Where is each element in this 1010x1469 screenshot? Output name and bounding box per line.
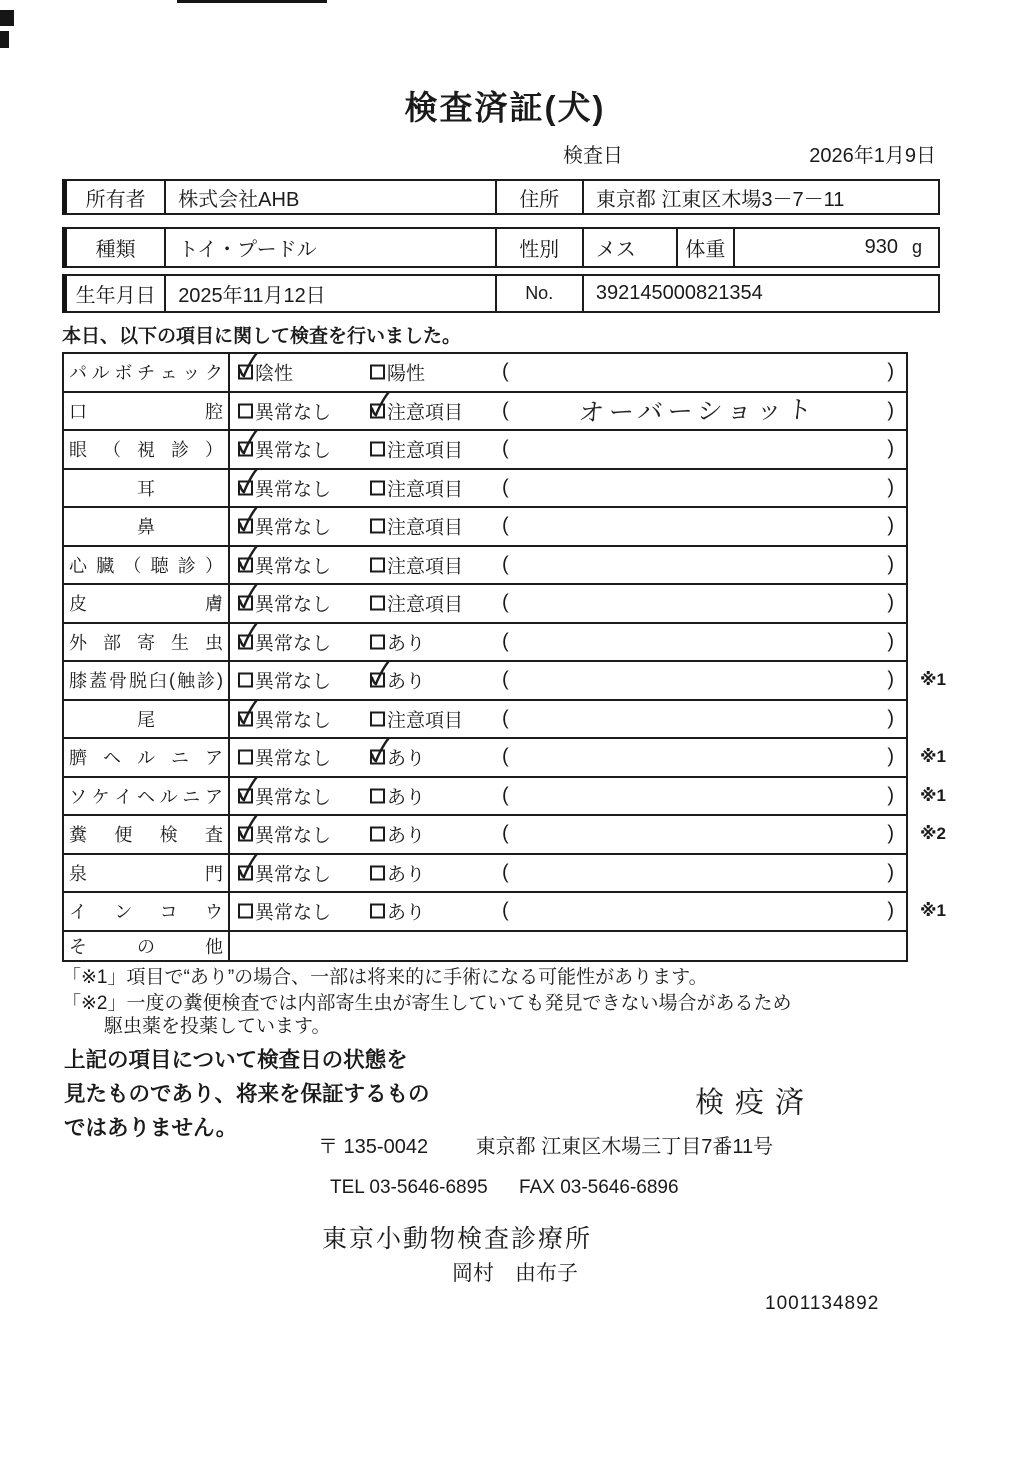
checkbox-checked-icon bbox=[238, 365, 253, 380]
handwritten-entry: オーバーショット bbox=[577, 395, 819, 427]
exam-row-content bbox=[230, 855, 906, 892]
exam-option-text: あり bbox=[387, 864, 426, 886]
inspection-date-value: 2026年1月9日 bbox=[809, 145, 936, 167]
exam-row-content bbox=[230, 739, 946, 776]
checkbox-checked-icon bbox=[238, 480, 253, 495]
exam-option bbox=[238, 667, 331, 694]
footnote-mark: ※1 bbox=[920, 785, 946, 805]
birth-table bbox=[62, 274, 940, 313]
breed-value: トイ・プードル bbox=[166, 229, 496, 266]
exam-item-label: 耳 bbox=[64, 470, 230, 507]
exam-option-text: 異常なし bbox=[255, 556, 332, 578]
exam-option-text: 注意項目 bbox=[387, 479, 464, 501]
exam-option bbox=[238, 397, 331, 424]
paren-open: ( bbox=[502, 784, 509, 807]
exam-row bbox=[64, 508, 906, 547]
exam-row bbox=[64, 624, 906, 663]
exam-option bbox=[238, 590, 331, 617]
breed-table bbox=[62, 227, 940, 268]
exam-option-text: 異常なし bbox=[255, 748, 332, 770]
exam-option bbox=[238, 859, 331, 886]
exam-row-content bbox=[230, 470, 906, 507]
exam-row-content bbox=[230, 778, 946, 815]
exam-option bbox=[238, 782, 331, 809]
exam-option-text: 注意項目 bbox=[387, 517, 464, 539]
paren-open: ( bbox=[502, 822, 509, 845]
checkbox-icon bbox=[238, 673, 253, 688]
weight-value: 930 bbox=[864, 236, 898, 258]
exam-row bbox=[64, 893, 946, 932]
exam-item-label: 臍 ヘ ル ニ ア bbox=[64, 739, 230, 776]
paren-close: ) bbox=[887, 399, 894, 422]
exam-item-label: イ ン コ ウ bbox=[64, 893, 230, 930]
paren-close: ) bbox=[887, 514, 894, 537]
exam-item-label: 泉 門 bbox=[64, 855, 230, 892]
exam-option bbox=[370, 513, 463, 540]
exam-item-label: パ ル ボ チ ェ ッ ク bbox=[64, 354, 230, 391]
birth-value: 2025年11月12日 bbox=[166, 276, 496, 311]
handwritten-checkmark-icon bbox=[235, 698, 261, 730]
exam-item-label: 眼 （ 視 診 ） bbox=[64, 431, 230, 468]
clinic-contact-line bbox=[330, 1177, 679, 1199]
exam-option bbox=[370, 705, 463, 732]
exam-option-text: あり bbox=[387, 825, 426, 847]
exam-option bbox=[370, 667, 425, 694]
paren-open: ( bbox=[502, 553, 509, 576]
breed-label: 種類 bbox=[67, 229, 166, 266]
exam-option bbox=[370, 782, 425, 809]
address-label: 住所 bbox=[497, 181, 584, 213]
exam-option bbox=[238, 821, 331, 848]
clinic-address: 東京都 江東区木場三丁目7番11号 bbox=[475, 1136, 774, 1158]
clinic-fax: FAX 03-5646-6896 bbox=[519, 1177, 679, 1198]
paren-open: ( bbox=[502, 437, 509, 460]
exam-option bbox=[238, 436, 331, 463]
paren-close: ) bbox=[887, 630, 894, 653]
exam-item-label: 皮 膚 bbox=[64, 585, 230, 622]
disclaimer-line: ではありません。 bbox=[64, 1116, 238, 1140]
no-label: No. bbox=[497, 276, 584, 311]
exam-option-text: あり bbox=[387, 633, 426, 655]
veterinarian-name: 岡村 由布子 bbox=[452, 1262, 578, 1285]
weight-unit: g bbox=[911, 237, 922, 257]
paren-open: ( bbox=[502, 707, 509, 730]
handwritten-checkmark-icon bbox=[235, 352, 261, 384]
owner-table bbox=[62, 179, 940, 215]
checkbox-icon bbox=[370, 865, 385, 880]
serial-number: 1001134892 bbox=[765, 1293, 880, 1314]
paren-open: ( bbox=[502, 861, 509, 884]
exam-option-text: 異常なし bbox=[255, 787, 332, 809]
paren-open: ( bbox=[502, 514, 509, 537]
scan-artifact bbox=[0, 31, 9, 48]
exam-option-text: 注意項目 bbox=[387, 710, 464, 732]
exam-item-label: 糞 便 検 査 bbox=[64, 816, 230, 853]
clinic-name: 東京小動物検査診療所 bbox=[322, 1225, 593, 1253]
exam-row bbox=[64, 662, 946, 701]
paren-close: ) bbox=[887, 360, 894, 383]
exam-option bbox=[370, 474, 463, 501]
exam-row-content bbox=[230, 585, 906, 622]
clinic-address-line bbox=[318, 1130, 773, 1159]
exam-row bbox=[64, 470, 906, 509]
exam-option bbox=[238, 628, 331, 655]
paren-close: ) bbox=[887, 553, 894, 576]
footnote-mark: ※1 bbox=[920, 747, 946, 767]
paren-open: ( bbox=[502, 668, 509, 691]
disclaimer-line: 見たものであり、将来を保証するもの bbox=[64, 1082, 430, 1106]
exam-option bbox=[238, 359, 293, 386]
handwritten-checkmark-icon bbox=[235, 467, 261, 499]
note-1: 「※1」項目で“あり”の場合、一部は将来的に手術になる可能性があります。 bbox=[62, 967, 708, 988]
handwritten-checkmark-icon bbox=[235, 506, 261, 538]
checkbox-icon bbox=[370, 480, 385, 495]
paren-close: ) bbox=[887, 476, 894, 499]
exam-option-text: 異常なし bbox=[255, 671, 332, 693]
paren-close: ) bbox=[887, 861, 894, 884]
exam-row bbox=[64, 701, 906, 740]
paren-close: ) bbox=[887, 668, 894, 691]
intro-text: 本日、以下の項目に関して検査を行いました。 bbox=[62, 326, 462, 347]
checkbox-icon bbox=[370, 442, 385, 457]
exam-option-text: 異常なし bbox=[255, 440, 332, 462]
exam-option-text: 異常なし bbox=[255, 402, 332, 424]
exam-row-content bbox=[230, 816, 946, 853]
paren-close: ) bbox=[887, 822, 894, 845]
quarantine-stamp: 検疫済 bbox=[695, 1087, 816, 1119]
handwritten-checkmark-icon bbox=[367, 737, 393, 769]
exam-option bbox=[370, 859, 425, 886]
exam-row-content bbox=[230, 932, 906, 960]
exam-option bbox=[370, 397, 463, 424]
exam-row-content bbox=[230, 624, 906, 661]
exam-option bbox=[370, 821, 425, 848]
checkbox-checked-icon bbox=[238, 442, 253, 457]
exam-option bbox=[238, 474, 331, 501]
scan-artifact bbox=[177, 0, 327, 3]
exam-option bbox=[370, 551, 463, 578]
checkbox-checked-icon bbox=[370, 403, 385, 418]
exam-option bbox=[370, 590, 463, 617]
exam-item-label: 鼻 bbox=[64, 508, 230, 545]
footnote-mark: ※2 bbox=[920, 824, 946, 844]
exam-row-content bbox=[230, 508, 906, 545]
exam-option-text: 異常なし bbox=[255, 479, 332, 501]
exam-row-content bbox=[230, 354, 906, 391]
handwritten-checkmark-icon bbox=[235, 852, 261, 884]
exam-option bbox=[238, 551, 331, 578]
exam-option bbox=[370, 436, 463, 463]
postal-code: 〒 135-0042 bbox=[318, 1136, 429, 1158]
scan-artifact bbox=[0, 10, 14, 26]
checkbox-icon bbox=[370, 711, 385, 726]
checkbox-checked-icon bbox=[238, 827, 253, 842]
checkbox-icon bbox=[370, 634, 385, 649]
paren-open: ( bbox=[502, 591, 509, 614]
exam-row-content bbox=[230, 547, 906, 584]
exam-row bbox=[64, 354, 906, 393]
checkbox-icon bbox=[238, 750, 253, 765]
exam-item-label: そ の 他 bbox=[64, 932, 230, 960]
handwritten-checkmark-icon bbox=[367, 660, 393, 692]
checkbox-icon bbox=[238, 904, 253, 919]
weight-label: 体重 bbox=[678, 229, 735, 266]
handwritten-checkmark-icon bbox=[235, 583, 261, 615]
address-value: 東京都 江東区木場3－7－11 bbox=[595, 188, 845, 211]
exam-option-text: 陽性 bbox=[387, 363, 426, 385]
exam-table bbox=[62, 352, 946, 962]
exam-row-content bbox=[230, 893, 946, 930]
exam-row-content bbox=[230, 662, 946, 699]
handwritten-checkmark-icon bbox=[235, 814, 261, 846]
exam-row bbox=[64, 932, 906, 960]
checkbox-icon bbox=[370, 788, 385, 803]
exam-row-content bbox=[230, 393, 906, 430]
exam-row bbox=[64, 585, 906, 624]
paren-close: ) bbox=[887, 707, 894, 730]
exam-option-text: 注意項目 bbox=[387, 402, 464, 424]
exam-option-text: あり bbox=[387, 902, 426, 924]
exam-option-text: 異常なし bbox=[255, 710, 332, 732]
paren-close: ) bbox=[887, 784, 894, 807]
checkbox-checked-icon bbox=[238, 711, 253, 726]
exam-row bbox=[64, 855, 906, 894]
exam-option-text: 注意項目 bbox=[387, 594, 464, 616]
birth-label: 生年月日 bbox=[67, 276, 166, 311]
exam-option bbox=[370, 898, 425, 925]
paren-open: ( bbox=[502, 630, 509, 653]
exam-option-text: あり bbox=[387, 748, 426, 770]
checkbox-icon bbox=[370, 827, 385, 842]
checkbox-icon bbox=[370, 596, 385, 611]
exam-option-text: 注意項目 bbox=[387, 440, 464, 462]
exam-row bbox=[64, 547, 906, 586]
disclaimer-line: 上記の項目について検査日の状態を bbox=[64, 1048, 408, 1072]
checkbox-checked-icon bbox=[370, 750, 385, 765]
exam-row bbox=[64, 816, 946, 855]
sex-label: 性別 bbox=[497, 229, 584, 266]
checkbox-checked-icon bbox=[238, 596, 253, 611]
note-2-line-1: 「※2」一度の糞便検査では内部寄生虫が寄生していても発見できない場合があるため bbox=[62, 993, 792, 1014]
checkbox-icon bbox=[370, 904, 385, 919]
exam-option bbox=[238, 744, 331, 771]
exam-row-content bbox=[230, 701, 906, 738]
handwritten-checkmark-icon bbox=[235, 544, 261, 576]
checkbox-checked-icon bbox=[238, 634, 253, 649]
exam-option-text: 異常なし bbox=[255, 517, 332, 539]
paren-open: ( bbox=[502, 745, 509, 768]
exam-row bbox=[64, 431, 906, 470]
exam-row-content bbox=[230, 431, 906, 468]
paren-open: ( bbox=[502, 899, 509, 922]
exam-option bbox=[370, 744, 425, 771]
exam-item-label: 膝 蓋 骨 脱 臼 ( 触 診 ) bbox=[64, 662, 230, 699]
exam-option bbox=[370, 628, 425, 655]
footnote-mark: ※1 bbox=[920, 670, 946, 690]
paren-open: ( bbox=[502, 476, 509, 499]
weight-cell bbox=[735, 229, 938, 266]
checkbox-checked-icon bbox=[238, 788, 253, 803]
exam-row bbox=[64, 393, 906, 432]
exam-option-text: あり bbox=[387, 787, 426, 809]
exam-option-text: 異常なし bbox=[255, 594, 332, 616]
clinic-tel: TEL 03-5646-6895 bbox=[330, 1177, 488, 1198]
exam-option-text: あり bbox=[387, 671, 426, 693]
paren-close: ) bbox=[887, 899, 894, 922]
paren-open: ( bbox=[502, 399, 509, 422]
footnote-mark: ※1 bbox=[920, 901, 946, 921]
exam-option-text: 異常なし bbox=[255, 825, 332, 847]
page-title: 検査済証(犬) bbox=[404, 89, 606, 126]
owner-value: 株式会社AHB bbox=[166, 181, 496, 213]
paren-close: ) bbox=[887, 745, 894, 768]
exam-option-text: 異常なし bbox=[255, 902, 332, 924]
exam-item-label: 尾 bbox=[64, 701, 230, 738]
exam-option-text: 陰性 bbox=[255, 363, 294, 385]
exam-option bbox=[370, 359, 425, 386]
exam-item-label: 心 臓 （ 聴 診 ） bbox=[64, 547, 230, 584]
sex-value: メス bbox=[584, 229, 678, 266]
handwritten-checkmark-icon bbox=[235, 775, 261, 807]
note-2-line-2: 駆虫薬を投薬しています。 bbox=[104, 1016, 331, 1037]
exam-option bbox=[238, 705, 331, 732]
handwritten-checkmark-icon bbox=[235, 621, 261, 653]
exam-row bbox=[64, 739, 946, 778]
exam-option bbox=[238, 898, 331, 925]
checkbox-checked-icon bbox=[370, 673, 385, 688]
handwritten-checkmark-icon bbox=[235, 429, 261, 461]
exam-option-text: 異常なし bbox=[255, 864, 332, 886]
handwritten-checkmark-icon bbox=[367, 390, 393, 422]
paren-open: ( bbox=[502, 360, 509, 383]
checkbox-checked-icon bbox=[238, 557, 253, 572]
exam-option-text: 異常なし bbox=[255, 633, 332, 655]
no-value: 392145000821354 bbox=[595, 282, 763, 304]
checkbox-icon bbox=[370, 519, 385, 534]
checkbox-checked-icon bbox=[238, 865, 253, 880]
owner-label: 所有者 bbox=[67, 181, 166, 213]
paren-close: ) bbox=[887, 591, 894, 614]
inspection-date-label: 検査日 bbox=[563, 145, 623, 167]
exam-option bbox=[238, 513, 331, 540]
exam-item-label: 口 腔 bbox=[64, 393, 230, 430]
checkbox-icon bbox=[370, 365, 385, 380]
exam-item-label: 外 部 寄 生 虫 bbox=[64, 624, 230, 661]
checkbox-icon bbox=[238, 403, 253, 418]
exam-option-text: 注意項目 bbox=[387, 556, 464, 578]
checkbox-checked-icon bbox=[238, 519, 253, 534]
exam-item-label: ソ ケ イ ヘ ル ニ ア bbox=[64, 778, 230, 815]
paren-close: ) bbox=[887, 437, 894, 460]
exam-row bbox=[64, 778, 946, 817]
checkbox-icon bbox=[370, 557, 385, 572]
